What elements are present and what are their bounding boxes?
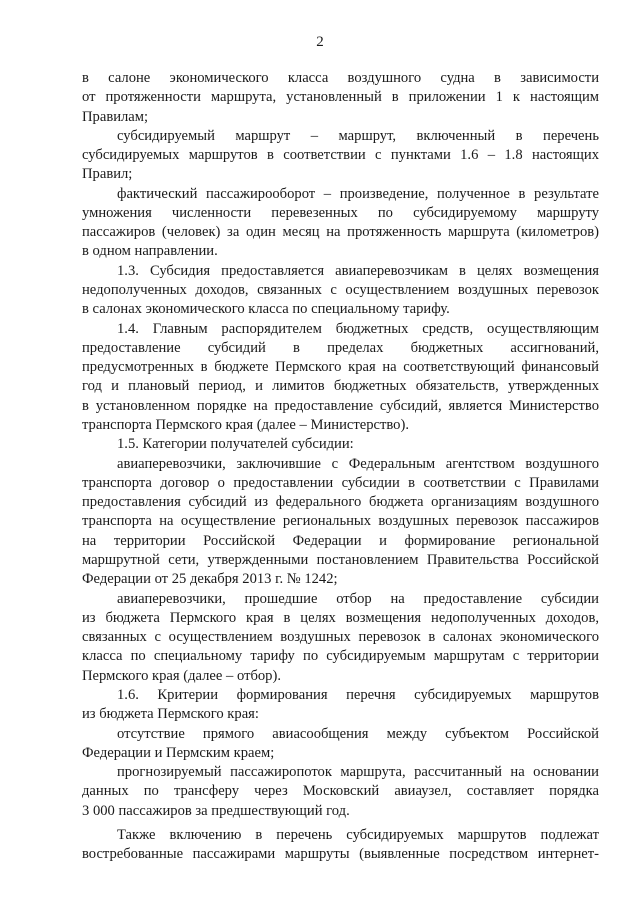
- text-line: 3 000 пассажиров за предшествующий год.: [82, 803, 350, 819]
- text-line: в одном направлении.: [82, 243, 218, 259]
- text-line: Правилам;: [82, 109, 149, 125]
- text-line: недополученных доходов, связанных с осуществлением воздушных перевозок: [82, 282, 599, 298]
- text-line: в салоне экономического класса воздушного судна в зависимости: [82, 70, 599, 86]
- text-line: маршрутной сети, утвержденными постановлением Правительства Российской: [82, 552, 599, 568]
- text-line: 1.5. Категории получателей субсидии:: [117, 436, 354, 452]
- text-line: из бюджета Пермского края:: [82, 706, 259, 722]
- text-line: данных по трансферу через Московский авиаузел, составляет порядка: [82, 783, 599, 799]
- text-line: транспорта Пермского края (далее – Министерство).: [82, 417, 409, 433]
- text-line: Пермского края (далее – отбор).: [82, 668, 281, 684]
- text-line: от протяженности маршрута, установленный в приложении 1 к настоящим: [82, 89, 599, 105]
- text-line: Федерации и Пермским краем;: [82, 745, 275, 761]
- text-line: предоставление субсидий в пределах бюджетных ассигнований,: [82, 340, 599, 356]
- text-line: связанных с осуществлением воздушных перевозок в салонах экономического: [82, 629, 599, 645]
- text-line: авиаперевозчики, прошедшие отбор на предоставление субсидии: [117, 591, 599, 607]
- text-line: востребованные пассажирами маршруты (выявленные посредством интернет-: [82, 846, 599, 862]
- text-line: предусмотренных в бюджете Пермского края на соответствующий финансовый: [82, 359, 599, 375]
- text-line: пассажиров (человек) за один месяц на протяженность маршрута (километров): [82, 224, 599, 240]
- text-line: авиаперевозчики, заключившие с Федеральным агентством воздушного: [117, 456, 599, 472]
- text-line: 1.6. Критерии формирования перечня субсидируемых маршрутов: [117, 687, 599, 703]
- text-line: Также включению в перечень субсидируемых маршрутов подлежат: [117, 827, 599, 843]
- text-line: класса по специальному тарифу по субсидируемым маршрутам с территории: [82, 648, 599, 664]
- text-line: из бюджета Пермского края в целях возмещения недополученных доходов,: [82, 610, 599, 626]
- text-line: в установленном порядке на предоставление субсидий, является Министерство: [82, 398, 599, 414]
- text-line: предоставления субсидий из федерального бюджета организациям воздушного: [82, 494, 599, 510]
- text-line: умножения численности перевезенных по субсидируемому маршруту: [82, 205, 599, 221]
- text-line: транспорта договор о предоставлении субсидии в соответствии с Правилами: [82, 475, 599, 491]
- page-number: 2: [316, 34, 324, 50]
- text-line: в салонах экономического класса по специальному тарифу.: [82, 301, 450, 317]
- text-line: 1.3. Субсидия предоставляется авиаперевозчикам в целях возмещения: [117, 263, 599, 279]
- text-line: год и плановый период, и лимитов бюджетных обязательств, утвержденных: [82, 378, 599, 394]
- text-line: субсидируемых маршрутов в соответствии с пунктами 1.6 – 1.8 настоящих: [82, 147, 599, 163]
- text-line: Федерации от 25 декабря 2013 г. № 1242;: [82, 571, 338, 587]
- text-line: 1.4. Главным распорядителем бюджетных средств, осуществляющим: [117, 321, 599, 337]
- text-line: субсидируемый маршрут – маршрут, включенный в перечень: [117, 128, 599, 144]
- text-line: фактический пассажирооборот – произведение, полученное в результате: [117, 186, 599, 202]
- text-line: Правил;: [82, 166, 133, 182]
- text-line: прогнозируемый пассажиропоток маршрута, рассчитанный на основании: [117, 764, 599, 780]
- text-line: на территории Российской Федерации и формирование региональной: [82, 533, 599, 549]
- text-line: отсутствие прямого авиасообщения между субъектом Российской: [117, 726, 599, 742]
- text-line: транспорта на осуществление региональных воздушных перевозок пассажиров: [82, 513, 599, 529]
